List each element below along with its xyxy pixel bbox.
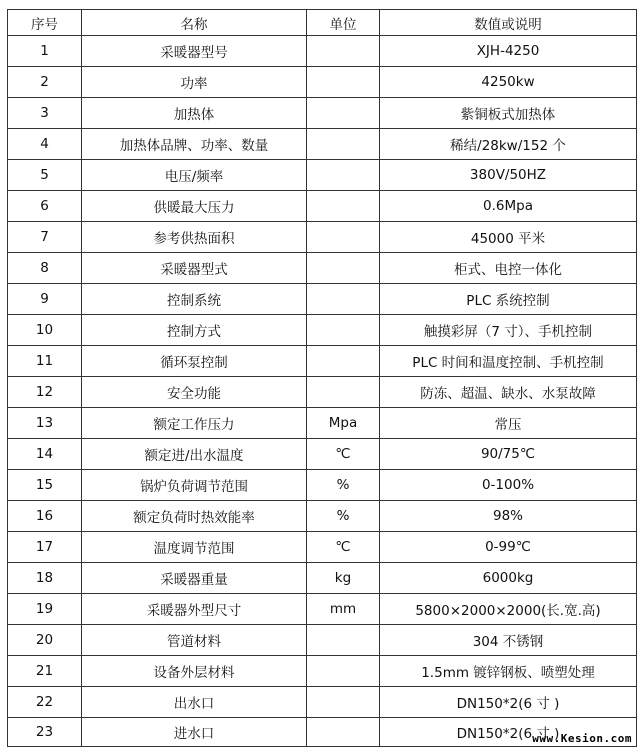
cell-name: 管道材料 [82, 625, 307, 656]
table-row [8, 346, 637, 377]
cell-value: 304 不锈钢 [380, 625, 637, 656]
cell-unit [307, 160, 380, 191]
cell-index: 23 [8, 718, 82, 747]
table-row [8, 160, 637, 191]
cell-value: 45000 平米 [380, 222, 637, 253]
table-row [8, 98, 637, 129]
cell-value: 紫铜板式加热体 [380, 98, 637, 129]
cell-name: 电压/频率 [82, 160, 307, 191]
cell-name: 采暖器型式 [82, 253, 307, 284]
cell-unit [307, 67, 380, 98]
cell-value: 0-99℃ [380, 532, 637, 563]
cell-unit [307, 222, 380, 253]
cell-value: 6000kg [380, 563, 637, 594]
table-row [8, 315, 637, 346]
cell-value: 触摸彩屏（7 寸）、手机控制 [380, 315, 637, 346]
cell-unit [307, 284, 380, 315]
cell-index: 8 [8, 253, 82, 284]
table-row [8, 129, 637, 160]
cell-index: 19 [8, 594, 82, 625]
cell-unit: ℃ [307, 439, 380, 470]
cell-name: 加热体 [82, 98, 307, 129]
cell-value: 380V/50HZ [380, 160, 637, 191]
cell-value: 0-100% [380, 470, 637, 501]
cell-index: 6 [8, 191, 82, 222]
table-row [8, 36, 637, 67]
cell-value: 0.6Mpa [380, 191, 637, 222]
cell-value: PLC 时间和温度控制、手机控制 [380, 346, 637, 377]
table-row [8, 625, 637, 656]
cell-index: 15 [8, 470, 82, 501]
cell-index: 5 [8, 160, 82, 191]
table-row [8, 594, 637, 625]
cell-value: DN150*2(6 寸 ) [380, 687, 637, 718]
cell-name: 参考供热面积 [82, 222, 307, 253]
table-row [8, 656, 637, 687]
cell-value: 稀结/28kw/152 个 [380, 129, 637, 160]
cell-index: 2 [8, 67, 82, 98]
cell-name: 循环泵控制 [82, 346, 307, 377]
table-row [8, 501, 637, 532]
table-row [8, 253, 637, 284]
cell-unit: ℃ [307, 532, 380, 563]
cell-name: 供暖最大压力 [82, 191, 307, 222]
header-name: 名称 [82, 10, 307, 36]
cell-unit [307, 315, 380, 346]
cell-name: 控制系统 [82, 284, 307, 315]
cell-unit: % [307, 501, 380, 532]
table-row [8, 408, 637, 439]
cell-name: 进水口 [82, 718, 307, 747]
table-header-row [8, 10, 637, 36]
cell-name: 采暖器重量 [82, 563, 307, 594]
cell-unit: mm [307, 594, 380, 625]
cell-index: 16 [8, 501, 82, 532]
cell-index: 4 [8, 129, 82, 160]
cell-value: 1.5mm 镀锌钢板、喷塑处理 [380, 656, 637, 687]
cell-unit [307, 687, 380, 718]
cell-name: 采暖器型号 [82, 36, 307, 67]
cell-value: 90/75℃ [380, 439, 637, 470]
cell-value: 常压 [380, 408, 637, 439]
cell-value: 98% [380, 501, 637, 532]
cell-name: 锅炉负荷调节范围 [82, 470, 307, 501]
cell-unit [307, 191, 380, 222]
cell-name: 额定进/出水温度 [82, 439, 307, 470]
cell-value: PLC 系统控制 [380, 284, 637, 315]
table-row [8, 284, 637, 315]
cell-index: 22 [8, 687, 82, 718]
cell-value: 5800×2000×2000(长.宽.高) [380, 594, 637, 625]
cell-name: 额定负荷时热效能率 [82, 501, 307, 532]
cell-value: DN150*2(6 寸 ) [380, 718, 637, 747]
cell-unit [307, 129, 380, 160]
header-index: 序号 [8, 10, 82, 36]
site-watermark: www.Kesion.com [532, 732, 632, 745]
cell-unit [307, 656, 380, 687]
header-value: 数值或说明 [380, 10, 637, 36]
cell-index: 18 [8, 563, 82, 594]
header-unit: 单位 [307, 10, 380, 36]
table-row [8, 532, 637, 563]
cell-value: 柜式、电控一体化 [380, 253, 637, 284]
cell-unit: Mpa [307, 408, 380, 439]
cell-unit [307, 625, 380, 656]
cell-unit [307, 718, 380, 747]
cell-value: XJH-4250 [380, 36, 637, 67]
cell-unit [307, 36, 380, 67]
cell-unit [307, 98, 380, 129]
cell-name: 控制方式 [82, 315, 307, 346]
table-row [8, 377, 637, 408]
cell-name: 加热体品牌、功率、数量 [82, 129, 307, 160]
cell-name: 采暖器外型尺寸 [82, 594, 307, 625]
cell-name: 额定工作压力 [82, 408, 307, 439]
table-row [8, 222, 637, 253]
cell-value: 防冻、超温、缺水、水泵故障 [380, 377, 637, 408]
cell-index: 10 [8, 315, 82, 346]
cell-index: 13 [8, 408, 82, 439]
cell-name: 安全功能 [82, 377, 307, 408]
cell-index: 9 [8, 284, 82, 315]
cell-name: 功率 [82, 67, 307, 98]
cell-index: 11 [8, 346, 82, 377]
cell-index: 21 [8, 656, 82, 687]
cell-value: 4250kw [380, 67, 637, 98]
cell-index: 1 [8, 36, 82, 67]
cell-unit [307, 253, 380, 284]
table-row [8, 470, 637, 501]
cell-index: 7 [8, 222, 82, 253]
cell-name: 设备外层材料 [82, 656, 307, 687]
table-row [8, 563, 637, 594]
cell-index: 12 [8, 377, 82, 408]
cell-unit [307, 346, 380, 377]
cell-name: 温度调节范围 [82, 532, 307, 563]
cell-unit: kg [307, 563, 380, 594]
cell-unit: % [307, 470, 380, 501]
table-row [8, 67, 637, 98]
table-row [8, 439, 637, 470]
cell-index: 14 [8, 439, 82, 470]
table-row [8, 191, 637, 222]
table-row [8, 687, 637, 718]
cell-index: 17 [8, 532, 82, 563]
spec-table [7, 9, 637, 747]
cell-index: 20 [8, 625, 82, 656]
cell-name: 出水口 [82, 687, 307, 718]
cell-unit [307, 377, 380, 408]
cell-index: 3 [8, 98, 82, 129]
